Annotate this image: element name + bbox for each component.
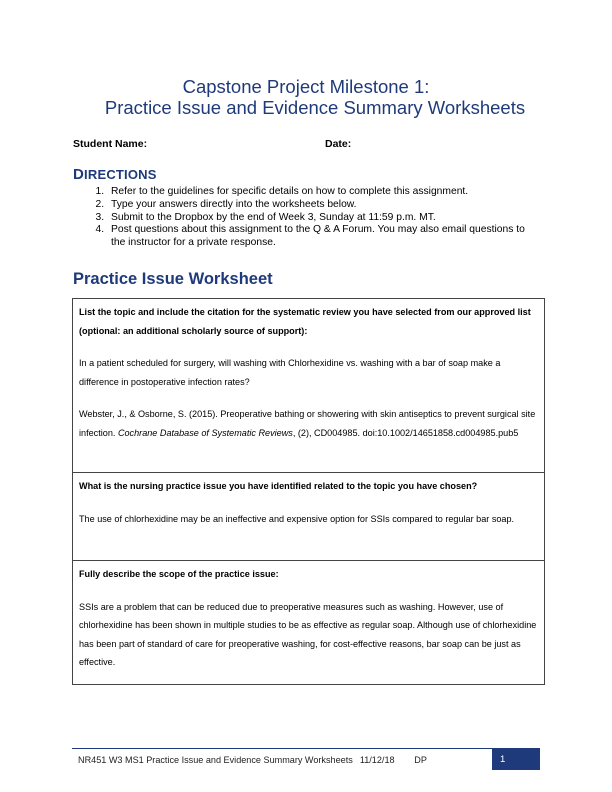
directions-item: 1. Refer to the guidelines for specific details on how to complete this assignment. — [107, 186, 537, 199]
citation-journal: Cochrane Database of Systematic Reviews — [117, 427, 293, 438]
document-title — [0, 76, 612, 118]
student-name-label: Student Name: — [73, 138, 148, 150]
practice-issue-cell[interactable] — [73, 473, 545, 561]
directions-heading-initial: D — [73, 166, 85, 183]
practice-issue-answer: The use of chlorhexidine may be an ineffective and expensive option for SSIs compared to regular bar soap. — [79, 513, 515, 524]
title-line-2: Practice Issue and Evidence Summary Worksheets — [104, 97, 526, 118]
footer-initials: DP — [414, 755, 427, 765]
scope-cell[interactable] — [73, 561, 545, 685]
worksheet-title: Practice Issue Worksheet — [73, 270, 273, 288]
topic-answer: In a patient scheduled for surgery, will washing with Chlorhexidine vs. washing with a bar of soap make a difference in postoperative infection rates? — [79, 358, 501, 387]
page-number: 1 — [500, 754, 506, 765]
title-line-1: Capstone Project Milestone 1: — [182, 76, 430, 97]
practice-issue-table — [72, 298, 545, 685]
footer-date: 11/12/18 — [359, 755, 395, 765]
citation-authors-title: Webster, J., & Osborne, S. (2015). Preoperative bathing or showering with skin antiseptics to prevent surgical site infection. — [79, 409, 536, 438]
footer-text: NR451 W3 MS1 Practice Issue and Evidence Summary Worksheets — [78, 755, 353, 765]
topic-cell[interactable] — [73, 299, 545, 473]
date-label: Date: — [325, 138, 352, 150]
footer — [78, 755, 429, 765]
scope-question: Fully describe the scope of the practice issue: — [79, 569, 279, 579]
table-row — [73, 561, 545, 685]
directions-item: 2. Type your answers directly into the worksheets below. — [107, 199, 537, 212]
topic-question: List the topic and include the citation for the systematic review you have selected from our approved list (optional: an additional scholarly source of support): — [79, 307, 531, 336]
page-number-box — [492, 748, 540, 770]
directions-item: 3. Submit to the Dropbox by the end of Week 3, Sunday at 11:59 p.m. MT. — [107, 212, 537, 225]
citation-details: , (2), CD004985. doi:10.1002/14651858.cd004985.pub5 — [292, 427, 519, 438]
directions-heading — [73, 166, 157, 183]
citation — [79, 405, 538, 442]
directions-list — [73, 186, 537, 250]
table-row — [73, 473, 545, 561]
scope-answer: SSIs are a problem that can be reduced due to preoperative measures such as washing. However, use of chlorhexidine has been shown in multiple studies to be as effective as regular soap. Although use of chlorhexidine has been part of standard of care for preoperative washing, for cost-effective reasons, bar soap can be just as effective. — [79, 601, 537, 667]
directions-item: 4. Post questions about this assignment to the Q & A Forum. You may also email questions to the instructor for a private response. — [107, 224, 537, 250]
directions-heading-rest: IRECTIONS — [84, 167, 157, 182]
table-row — [73, 299, 545, 473]
footer-divider — [72, 748, 498, 749]
practice-issue-question: What is the nursing practice issue you have identified related to the topic you have chosen? — [79, 481, 478, 491]
